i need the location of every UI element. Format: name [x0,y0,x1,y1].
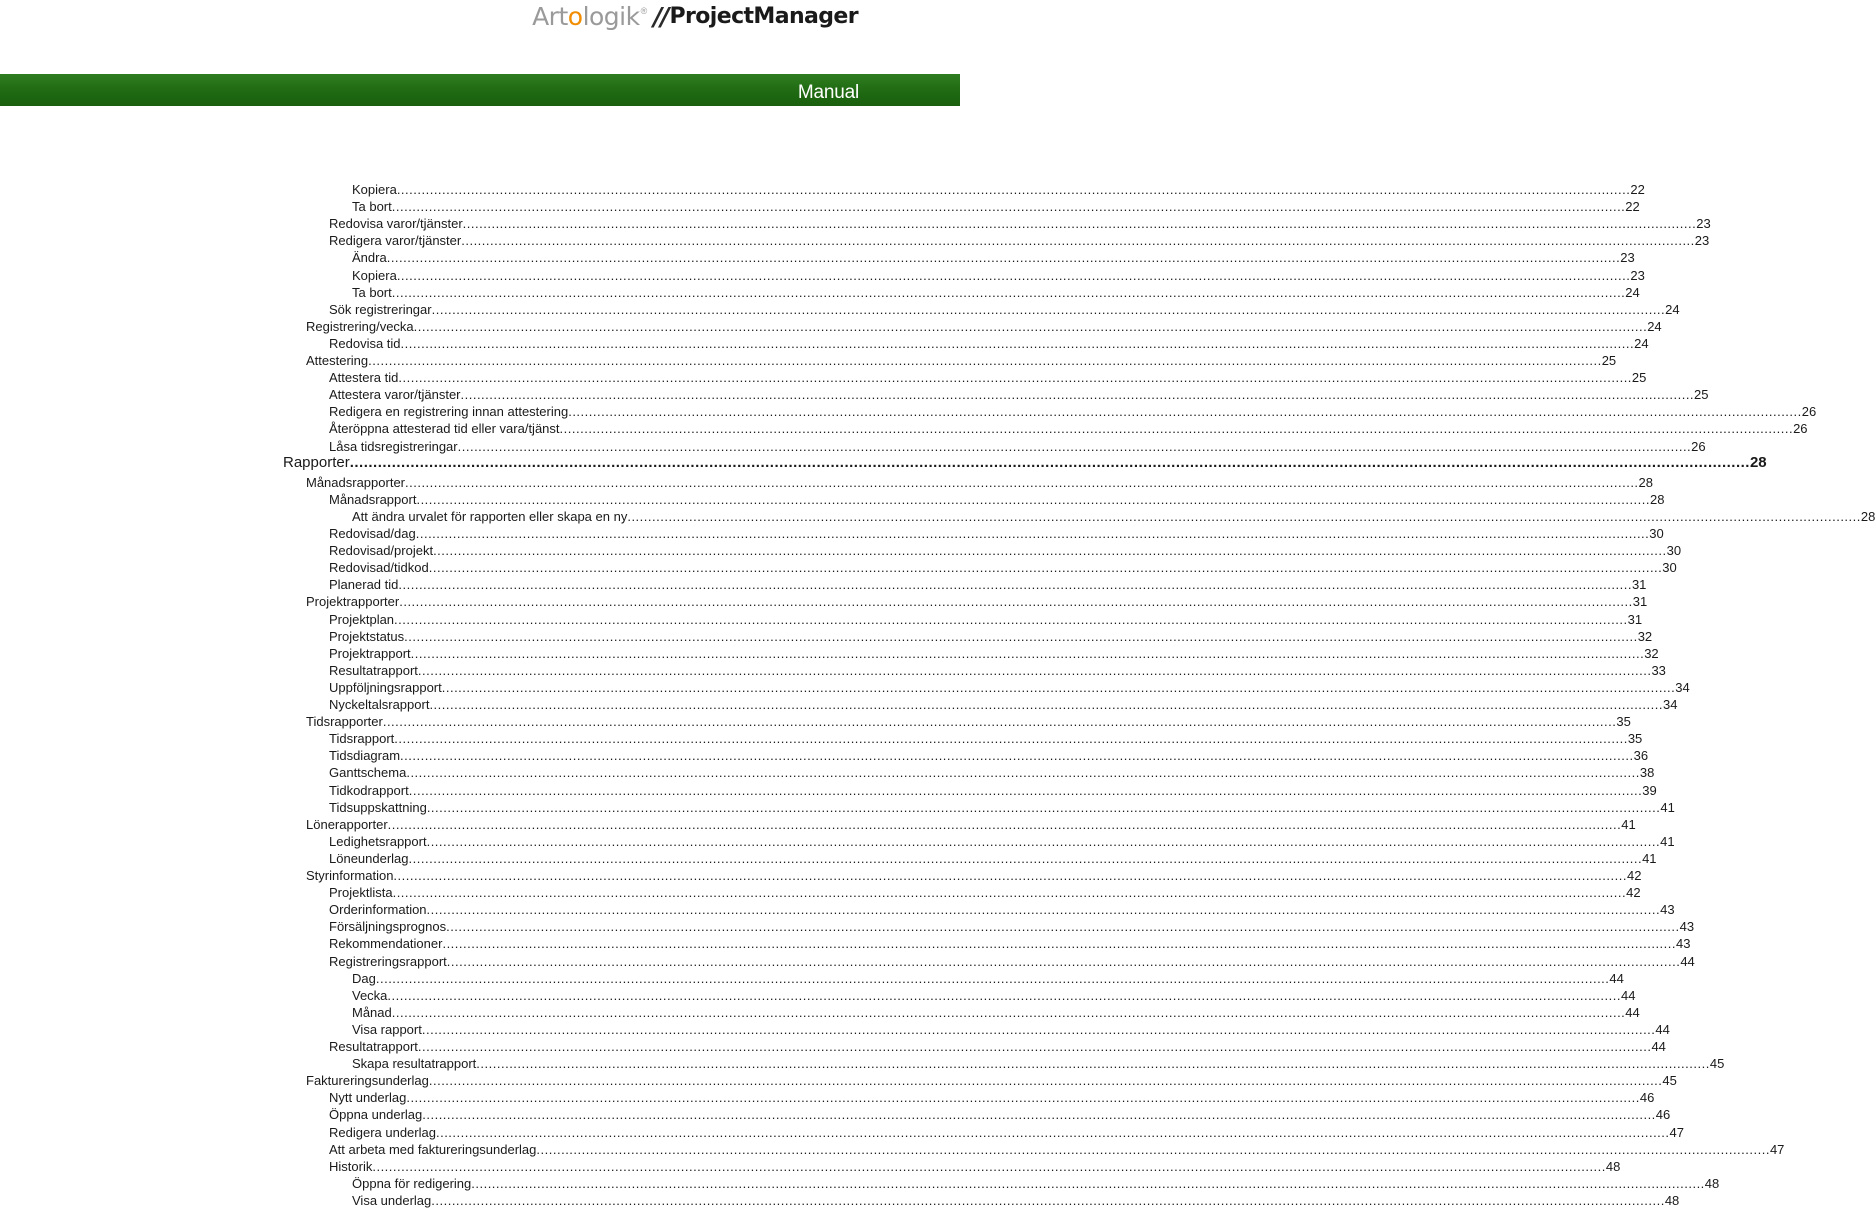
toc-entry-page-number: 26 [1793,421,1808,437]
toc-entry[interactable] [329,919,1695,935]
toc-entry[interactable] [283,453,1767,472]
manual-label: Manual [797,82,859,103]
toc-entry-page-number: 28 [1650,491,1665,507]
toc-dot-leader: ............................................................................................................................................................................................................................................................................................................ [406,1090,1640,1106]
toc-entry[interactable] [329,1090,1655,1106]
toc-entry-page-number: 43 [1676,936,1691,952]
toc-entry[interactable] [329,421,1808,437]
toc-dot-leader: ............................................................................................................................................................................................................................................................................................................ [391,284,1626,300]
toc-entry-title: Ledighetsrapport [329,833,427,849]
toc-entry[interactable] [329,370,1647,386]
toc-entry[interactable] [306,594,1648,610]
toc-dot-leader: ............................................................................................................................................................................................................................................................................................................ [471,1175,1705,1191]
toc-entry-title: Redovisa tid [329,335,401,351]
toc-dot-leader: ............................................................................................................................................................................................................................................................................................................ [398,370,1632,386]
toc-dot-leader: ............................................................................................................................................................................................................................................................................................................ [392,885,1627,901]
toc-entry[interactable] [329,902,1675,918]
toc-entry-title: Visa rapport [352,1021,422,1037]
toc-entry-title: Uppföljningsrapport [329,679,442,695]
toc-entry[interactable] [329,628,1653,645]
toc-entry-page-number: 41 [1660,799,1675,815]
toc-dot-leader: ............................................................................................................................................................................................................................................................................................................ [417,1039,1652,1054]
toc-dot-leader: ............................................................................................................................................................................................................................................................................................................ [426,902,1661,918]
toc-dot-leader: ............................................................................................................................................................................................................................................................................................................ [382,714,1617,730]
toc-entry[interactable] [329,491,1665,508]
toc-entry-title: Attestering [306,353,369,368]
toc-entry[interactable] [306,816,1636,833]
toc-entry-title: Månadsrapporter [306,474,405,490]
toc-entry[interactable] [329,1141,1785,1158]
toc-entry-title: Öppna för redigering [352,1175,472,1191]
toc-dot-leader: ............................................................................................................................................................................................................................................................................................................ [433,543,1667,559]
toc-dot-leader: ............................................................................................................................................................................................................................................................................................................ [394,731,1628,747]
toc-entry[interactable] [352,199,1640,215]
toc-dot-leader: ............................................................................................................................................................................................................................................................................................................ [413,318,1648,334]
toc-entry-page-number: 34 [1662,697,1678,712]
toc-entry[interactable] [329,1107,1671,1123]
toc-entry-title: Sök registreringar [329,301,432,317]
toc-entry-title: Visa underlag [352,1192,432,1208]
toc-dot-leader: ............................................................................................................................................................................................................................................................................................................ [387,816,1622,832]
toc-entry-title: Styrinformation [306,868,394,883]
toc-dot-leader: ............................................................................................................................................................................................................................................................................................................ [428,1073,1663,1089]
toc-dot-leader: ............................................................................................................................................................................................................................................................................................................ [400,748,1634,764]
toc-entry[interactable] [329,850,1657,867]
toc-entry-page-number: 23 [1630,267,1645,283]
toc-dot-leader: ............................................................................................................................................................................................................................................................................................................ [404,628,1638,644]
toc-entry-title: Resultatrapport [329,1039,418,1054]
toc-entry-page-number: 44 [1620,987,1636,1003]
toc-entry-title: Återöppna attesterad tid eller vara/tjänst [329,421,560,437]
toc-dot-leader: ............................................................................................................................................................................................................................................................................................................ [368,353,1602,368]
toc-entry[interactable] [352,1056,1725,1072]
toc-dot-leader: ............................................................................................................................................................................................................................................................................................................ [446,953,1681,969]
toc-entry[interactable] [306,353,1617,369]
toc-dot-leader: ............................................................................................................................................................................................................................................................................................................ [536,1141,1770,1157]
toc-entry-title: Ta bort [352,199,392,215]
toc-entry-title: Redigera underlag [329,1124,436,1140]
toc-entry[interactable] [352,987,1636,1004]
toc-entry[interactable] [352,508,1875,525]
toc-entry[interactable] [306,714,1631,730]
toc-entry[interactable] [329,335,1649,352]
toc-entry[interactable] [329,885,1641,901]
toc-dot-leader: ............................................................................................................................................................................................................................................................................................................ [372,1158,1606,1174]
toc-entry-title: Attestera tid [329,370,399,386]
toc-entry[interactable] [329,301,1680,318]
toc-entry-page-number: 47 [1769,1141,1785,1157]
toc-entry-title: Att arbeta med faktureringsunderlag [329,1141,537,1157]
toc-dot-leader: ............................................................................................................................................................................................................................................................................................................ [416,491,1650,507]
toc-entry-page-number: 41 [1642,850,1657,866]
toc-entry-title: Nytt underlag [329,1090,407,1106]
toc-entry-page-number: 28 [1749,453,1767,471]
toc-entry[interactable] [306,868,1642,884]
toc-dot-leader: ............................................................................................................................................................................................................................................................................................................ [393,868,1627,883]
toc-entry-page-number: 45 [1662,1073,1677,1089]
toc-entry-title: Redovisad/tidkod [329,560,429,576]
toc-entry-page-number: 25 [1631,370,1647,386]
toc-dot-leader: ............................................................................................................................................................................................................................................................................................................ [461,233,1695,249]
toc-entry-title: Projektstatus [329,628,405,644]
toc-entry-title: Rekommendationer [329,936,443,952]
toc-entry-page-number: 31 [1632,594,1648,610]
toc-entry[interactable] [329,679,1690,696]
toc-dot-leader: ............................................................................................................................................................................................................................................................................................................ [410,645,1645,661]
toc-entry[interactable] [329,765,1655,781]
toc-entry-page-number: 48 [1704,1175,1720,1191]
toc-entry-title: Redigera varor/tjänster [329,233,462,249]
toc-entry-page-number: 42 [1626,868,1642,883]
toc-dot-leader: ............................................................................................................................................................................................................................................................................................................ [415,526,1650,541]
toc-entry-page-number: 44 [1609,970,1624,986]
toc-entry-page-number: 26 [1801,404,1817,420]
toc-dot-leader: ............................................................................................................................................................................................................................................................................................................ [476,1056,1710,1072]
toc-entry-page-number: 44 [1655,1021,1670,1037]
toc-entry-title: Månad [352,1004,392,1020]
toc-entry-title: Låsa tidsregistreringar [329,438,458,454]
toc-entry[interactable] [329,1158,1621,1175]
toc-entry[interactable] [306,474,1654,491]
toc-entry[interactable] [352,182,1645,198]
toc-entry-title: Tidsrapport [329,731,395,747]
toc-entry-page-number: 38 [1639,765,1655,781]
toc-entry[interactable] [329,560,1677,576]
toc-entry-title: Redigera en registrering innan attestering [329,404,569,420]
toc-entry[interactable] [329,697,1678,713]
toc-entry[interactable] [329,662,1666,679]
toc-dot-leader: ............................................................................................................................................................................................................................................................................................................ [441,679,1676,695]
toc-dot-leader: ............................................................................................................................................................................................................................................................................................................ [457,438,1692,454]
toc-entry-title: Kopiera [352,267,397,283]
toc-dot-leader: ............................................................................................................................................................................................................................................................................................................ [406,765,1640,781]
toc-dot-leader: ............................................................................................................................................................................................................................................................................................................ [417,662,1652,678]
toc-entry-title: Vecka [352,987,388,1003]
toc-dot-leader: ............................................................................................................................................................................................................................................................................................................ [394,611,1628,627]
toc-entry-title: Nyckeltalsrapport [329,697,430,712]
toc-entry-page-number: 25 [1601,353,1617,368]
toc-entry[interactable] [329,438,1706,455]
toc-entry-page-number: 28 [1860,508,1875,524]
registered-mark: ® [640,6,648,16]
toc-entry-title: Ganttschema [329,765,407,781]
toc-entry-title: Månadsrapport [329,491,417,507]
toc-entry[interactable] [329,645,1659,662]
toc-entry[interactable] [352,284,1640,301]
toc-entry-title: Dag [352,970,376,986]
toc-entry[interactable] [352,1192,1680,1209]
toc-entry-page-number: 34 [1675,679,1690,695]
toc-entry[interactable] [329,936,1691,952]
toc-dot-leader: ............................................................................................................................................................................................................................................................................................................ [422,1107,1656,1123]
toc-entry-page-number: 35 [1627,731,1643,747]
toc-entry[interactable] [352,1175,1720,1192]
toc-dot-leader: ............................................................................................................................................................................................................................................................................................................ [391,199,1626,215]
toc-entry-page-number: 22 [1625,199,1640,215]
toc-entry-title: Redovisad/projekt [329,543,434,559]
toc-dot-leader: ............................................................................................................................................................................................................................................................................................................ [428,560,1663,576]
toc-dot-leader: ............................................................................................................................................................................................................................................................................................................ [426,833,1661,849]
toc-entry-page-number: 32 [1637,628,1653,644]
toc-entry-title: Orderinformation [329,902,427,918]
toc-entry[interactable] [352,970,1624,987]
toc-entry[interactable] [329,526,1664,542]
toc-entry[interactable] [352,250,1635,266]
toc-entry[interactable] [329,1039,1666,1055]
toc-entry[interactable] [329,799,1675,816]
toc-dot-leader: ............................................................................................................................................................................................................................................................................................................ [442,936,1676,952]
toc-dot-leader: ............................................................................................................................................................................................................................................................................................................ [568,404,1802,420]
toc-entry-title: Att ändra urvalet för rapporten eller skapa en ny [352,508,628,524]
toc-entry[interactable] [329,387,1709,403]
toc-entry-title: Planerad tid [329,577,399,593]
toc-entry-page-number: 25 [1694,387,1709,403]
toc-dot-leader: ............................................................................................................................................................................................................................................................................................................ [408,850,1643,866]
toc-dot-leader: ............................................................................................................................................................................................................................................................................................................ [431,1192,1665,1208]
toc-entry-title: Projektplan [329,611,395,627]
toc-entry[interactable] [306,1073,1677,1089]
toc-entry-title: Tidsrapporter [306,714,383,730]
toc-dot-leader: ............................................................................................................................................................................................................................................................................................................ [398,577,1632,593]
toc-dot-leader: ............................................................................................................................................................................................................................................................................................................ [446,919,1680,935]
toc-entry-page-number: 41 [1621,816,1636,832]
toc-dot-leader: ............................................................................................................................................................................................................................................................................................................ [627,508,1861,524]
toc-entry-page-number: 43 [1660,902,1675,918]
toc-entry-page-number: 43 [1679,919,1695,935]
toc-dot-leader: ............................................................................................................................................................................................................................................................................................................ [349,453,1750,471]
toc-entry-page-number: 24 [1665,301,1680,317]
toc-entry-page-number: 35 [1616,714,1631,730]
toc-entry[interactable] [329,731,1643,747]
toc-entry-page-number: 24 [1625,284,1640,300]
toc-dot-leader: ............................................................................................................................................................................................................................................................................................................ [435,1124,1670,1140]
logo-orange-o: o [567,2,583,31]
toc-entry-page-number: 24 [1647,318,1662,334]
toc-entry-page-number: 31 [1631,577,1647,593]
toc-dot-leader: ............................................................................................................................................................................................................................................................................................................ [559,421,1794,437]
toc-entry[interactable] [329,216,1711,232]
toc-entry-title: Ta bort [352,284,392,300]
toc-entry-page-number: 23 [1694,233,1710,249]
toc-entry-page-number: 39 [1642,782,1657,798]
toc-entry-page-number: 28 [1638,474,1654,490]
toc-entry[interactable] [329,543,1682,559]
toc-entry-title: Registreringsrapport [329,953,447,969]
toc-entry-page-number: 31 [1627,611,1643,627]
toc-entry-title: Tidsuppskattning [329,799,427,815]
toc-dot-leader: ............................................................................................................................................................................................................................................................................................................ [460,387,1695,403]
toc-entry-page-number: 30 [1662,560,1677,576]
toc-dot-leader: ............................................................................................................................................................................................................................................................................................................ [391,1004,1626,1020]
toc-entry-title: Ändra [352,250,387,266]
toc-entry-title: Löneunderlag [329,850,409,866]
toc-dot-leader: ............................................................................................................................................................................................................................................................................................................ [399,594,1633,610]
toc-dot-leader: ............................................................................................................................................................................................................................................................................................................ [400,335,1635,351]
toc-entry-title: Attestera varor/tjänster [329,387,461,403]
logo-artologik-wordmark: Artologik [532,2,640,31]
toc-entry-title: Försäljningsprognos [329,919,447,935]
toc-entry-page-number: 44 [1680,953,1695,969]
toc-entry[interactable] [329,577,1647,593]
toc-dot-leader: ............................................................................................................................................................................................................................................................................................................ [431,301,1666,317]
toc-entry-title: Registrering/vecka [306,318,414,334]
toc-dot-leader: ............................................................................................................................................................................................................................................................................................................ [396,267,1631,283]
toc-dot-leader: ............................................................................................................................................................................................................................................................................................................ [375,970,1610,986]
toc-entry-title: Faktureringsunderlag [306,1073,429,1089]
toc-entry-title: Projektrapporter [306,594,400,610]
toc-entry-page-number: 23 [1620,250,1635,266]
toc-entry-page-number: 48 [1664,1192,1680,1208]
toc-entry[interactable] [329,404,1817,420]
toc-entry-page-number: 24 [1634,335,1649,351]
toc-entry-page-number: 44 [1625,1004,1640,1020]
toc-entry-page-number: 42 [1626,885,1641,901]
toc-entry-page-number: 22 [1630,182,1645,197]
toc-entry-page-number: 30 [1666,543,1682,559]
toc-entry-title: Redovisa varor/tjänster [329,216,463,232]
toc-entry-title: Rapporter [283,453,350,471]
toc-entry[interactable] [329,611,1643,628]
toc-entry-title: Kopiera [352,182,397,197]
toc-dot-leader: ............................................................................................................................................................................................................................................................................................................ [408,782,1643,798]
toc-entry-page-number: 45 [1709,1056,1725,1072]
toc-entry[interactable] [306,318,1662,335]
logo-slashes: // [653,2,668,31]
toc-dot-leader: ............................................................................................................................................................................................................................................................................................................ [426,799,1661,815]
toc-entry-title: Skapa resultatrapport [352,1056,477,1072]
toc-dot-leader: ............................................................................................................................................................................................................................................................................................................ [386,250,1621,266]
toc-entry[interactable] [329,953,1695,970]
toc-entry-title: Projektlista [329,885,393,901]
toc-entry-page-number: 33 [1651,662,1666,678]
toc-entry-title: Redovisad/dag [329,526,416,541]
toc-entry-page-number: 32 [1644,645,1659,661]
toc-entry-title: Öppna underlag [329,1107,423,1123]
toc-entry[interactable] [329,833,1675,850]
toc-entry-page-number: 41 [1660,833,1675,849]
toc-dot-leader: ............................................................................................................................................................................................................................................................................................................ [387,987,1621,1003]
toc-entry-page-number: 26 [1691,438,1706,454]
toc-entry-title: Resultatrapport [329,662,418,678]
toc-dot-leader: ............................................................................................................................................................................................................................................................................................................ [429,697,1663,712]
toc-entry-page-number: 48 [1605,1158,1621,1174]
toc-entry-title: Historik [329,1158,373,1174]
toc-entry[interactable] [352,1021,1670,1038]
toc-entry-page-number: 47 [1669,1124,1684,1140]
toc-entry[interactable] [329,233,1710,249]
toc-dot-leader: ............................................................................................................................................................................................................................................................................................................ [462,216,1697,232]
toc-dot-leader: ............................................................................................................................................................................................................................................................................................................ [405,474,1639,490]
toc-entry-page-number: 46 [1655,1107,1671,1123]
toc-dot-leader: ............................................................................................................................................................................................................................................................................................................ [421,1021,1656,1037]
toc-entry[interactable] [329,1124,1684,1141]
toc-entry-title: Projektrapport [329,645,411,661]
toc-entry-page-number: 23 [1696,216,1711,232]
toc-entry-page-number: 44 [1651,1039,1666,1054]
toc-dot-leader: ............................................................................................................................................................................................................................................................................................................ [396,182,1631,197]
toc-entry[interactable] [329,748,1649,764]
toc-entry-page-number: 46 [1639,1090,1655,1106]
toc-entry-page-number: 36 [1633,748,1649,764]
toc-entry[interactable] [329,782,1657,799]
logo-product-name: ProjectManager [669,4,858,29]
toc-entry-page-number: 30 [1649,526,1664,541]
toc-entry[interactable] [352,1004,1640,1021]
toc-entry-title: Lönerapporter [306,816,388,832]
toc-entry-title: Tidkodrapport [329,782,409,798]
toc-entry[interactable] [352,267,1645,284]
toc-entry-title: Tidsdiagram [329,748,401,764]
